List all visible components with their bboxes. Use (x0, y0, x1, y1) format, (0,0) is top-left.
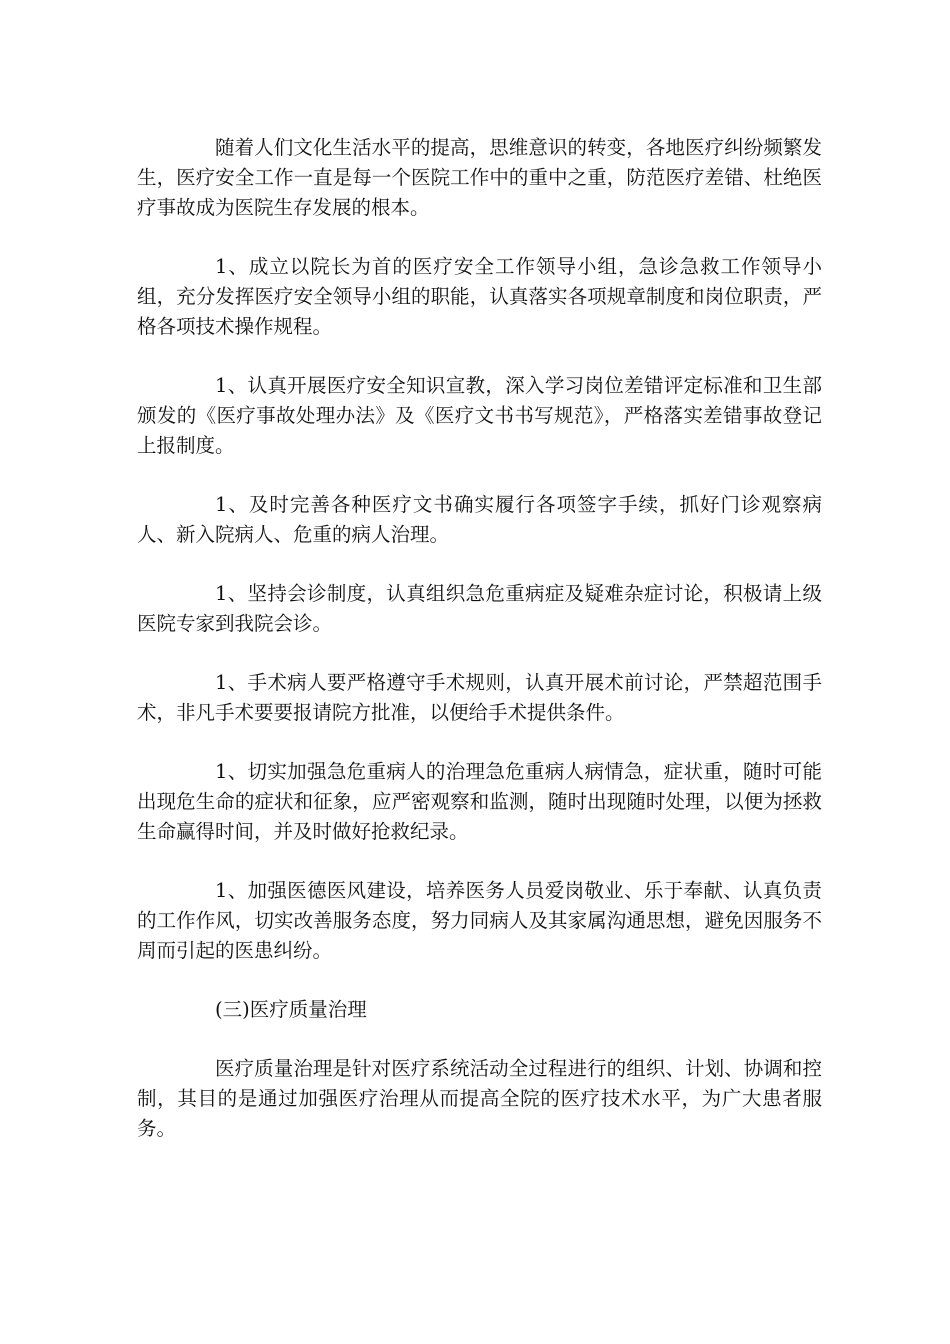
item-medical-ethics: 1、加强医德医风建设，培养医务人员爱岗敬业、乐于奉献、认真负责的工作作风，切实改善服务态度，努力同病人及其家属沟通思想，避免因服务不周而引起的医患纠纷。 (137, 879, 822, 962)
section-heading: (三)医疗质量治理 (215, 998, 367, 1021)
item-safety-education: 1、认真开展医疗安全知识宣教，深入学习岗位差错评定标准和卫生部颁发的《医疗事故处理办法》及《医疗文书书写规范》，严格落实差错事故登记上报制度。 (137, 374, 822, 457)
item-medical-documents: 1、及时完善各种医疗文书确实履行各项签字手续，抓好门诊观察病人、新入院病人、危重的病人治理。 (137, 493, 822, 546)
closing-paragraph: 医疗质量治理是针对医疗系统活动全过程进行的组织、计划、协调和控制，其目的是通过加强医疗治理从而提高全院的医疗技术水平，为广大患者服务。 (137, 1057, 822, 1140)
item-consultation-system: 1、坚持会诊制度，认真组织急危重病症及疑难杂症讨论，积极请上级医院专家到我院会诊。 (137, 582, 822, 635)
item-critical-patients: 1、切实加强急危重病人的治理急危重病人病情急，症状重，随时可能出现危生命的症状和征象，应严密观察和监测，随时出现随时处理，以便为拯救生命赢得时间，并及时做好抢救纪录。 (137, 760, 822, 843)
intro-paragraph: 随着人们文化生活水平的提高，思维意识的转变，各地医疗纠纷频繁发生，医疗安全工作一直是每一个医院工作中的重中之重，防范医疗差错、杜绝医疗事故成为医院生存发展的根本。 (137, 136, 822, 219)
document-body (137, 133, 822, 1173)
item-surgery-rules: 1、手术病人要严格遵守手术规则，认真开展术前讨论，严禁超范围手术，非凡手术要要报请院方批准，以便给手术提供条件。 (137, 671, 822, 724)
item-leadership-group: 1、成立以院长为首的医疗安全工作领导小组，急诊急救工作领导小组，充分发挥医疗安全领导小组的职能，认真落实各项规章制度和岗位职责，严格各项技术操作规程。 (137, 255, 822, 338)
